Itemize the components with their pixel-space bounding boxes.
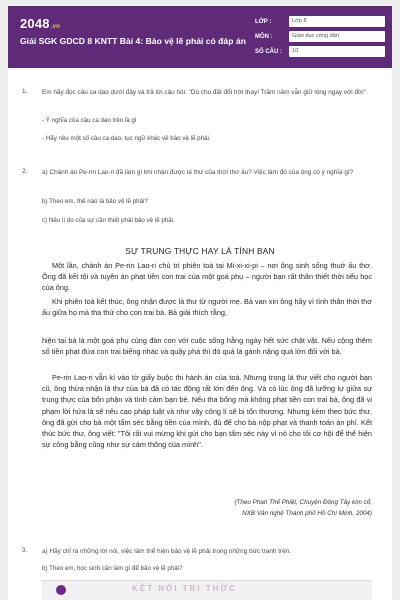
question-3-sub-b: b) Theo em, học sinh cần làm gì để bảo vệ lẽ phải? xyxy=(42,565,183,572)
story-source-line-2: NXB Văn nghệ Thành phố Hồ Chí Minh, 2004) xyxy=(242,510,372,517)
document-title: Giải SGK GDCD 8 KNTT Bài 4: Bảo vệ lẽ phải có đáp án xyxy=(20,36,246,46)
story-paragraph-4: Pe-rin Lao-ri vẫn kí vào tờ giấy buộc thi hành án của toà. Nhưng trong lá thư viết cho người bạn cũ, ông thừa nhận lá thư của bà đã có tác động rất lớn đến ông. Và có lúc ông đã lưỡng lự giữa sự trung thực của bổn phận và tình cảm bạn bè. Nếu tha bổng mà không phạt tiền con trai bà, ông đã vi phạm lời hứa là sẽ nêu cao pháp luật và như vậy công lí sẽ bị tổn thương. Nhưng kèm theo bức thư, ông đã gửi cho bà một tấm séc bằng tiền của mình, đủ để cho bà nộp phạt và thanh toán án phí. Kết thúc bức thư, ông viết: "Tôi rất vui mừng khi gửi cho bạn tấm séc này vì nó cho tôi cơ hội để thể hiện sự công bằng cũng như sự cảm thông của mình". xyxy=(42,373,372,450)
story-paragraph-2: Khi phiên toà kết thúc, ông nhận được lá thư từ người mẹ. Bà van xin ông hãy vì tình thân thời thơ ấu giữa họ mà tha thứ cho con trai bà. Bà giải thích rằng, xyxy=(42,297,372,318)
meta-value-count: 10 xyxy=(289,46,385,57)
logo-suffix: .vn xyxy=(50,24,61,30)
question-2-text: a) Chánh án Pe-rin Lao-ri đã làm gì khi nhận được lá thư của thời thơ ấu? Việc làm đó của ông có ý nghĩa gì? xyxy=(42,169,354,176)
site-logo[interactable] xyxy=(20,16,60,31)
question-1-sub-a: - Ý nghĩa của câu ca dao trên là gì xyxy=(42,117,137,124)
meta-label-count: SỐ CÂU : xyxy=(255,48,282,55)
story-paragraph-1: Một lần, chánh án Pe-rin Lao-ri chủ trì phiên toà tại Mi-xi-xi-pi – nơi ông sinh sống thuở ấu thơ. Ông đã kết tội và tuyên án phạt tiền con trai của một goá phụ – người bạn rất thân thiết thời tiểu học của ông. xyxy=(42,261,372,293)
meta-panel xyxy=(255,14,385,59)
banner-text: KẾT NỐI TRI THỨC xyxy=(132,584,237,593)
question-2-sub-b: b) Theo em, thế nào là bảo vệ lẽ phải? xyxy=(42,198,148,205)
question-number-1: 1. xyxy=(22,88,28,95)
meta-label-subject: MÔN : xyxy=(255,33,273,40)
meta-row-subject xyxy=(255,29,385,44)
question-2-sub-c: c) Nêu lí do của sự cần thiết phải bảo vệ lẽ phải. xyxy=(42,217,175,224)
story-source-line-1: (Theo Phan Thế Phiệt, Chuyện Đông Tây kim cổ, xyxy=(234,499,372,506)
question-number-2: 2. xyxy=(22,168,28,175)
question-3-text: a) Hãy chỉ ra những lời nói, việc làm thể hiện bảo vệ lẽ phải trong những bức tranh trên. xyxy=(42,548,292,555)
textbook-banner xyxy=(42,580,372,600)
header xyxy=(8,6,392,68)
question-number-3: 3. xyxy=(22,547,28,554)
question-1-text: Em hãy đọc câu ca dao dưới đây và trả lời câu hỏi: "Dù cho đất đổi trời thay/ Trăm năm vẫn giữ lòng ngay với đời" xyxy=(42,89,366,96)
meta-value-subject: Giáo dục công dân xyxy=(289,31,385,42)
meta-row-count xyxy=(255,44,385,59)
meta-label-class: LỚP : xyxy=(255,18,272,25)
meta-value-class: Lớp 8 xyxy=(289,16,385,27)
story-paragraph-3: hiện tại bà là một goá phụ cùng đàn con với cuộc sống hằng ngày hết sức chật vật. Nếu cộng thêm số tiền phạt đứa con trai biếng nhác và quậy phá thì đó quả là gánh nặng quá lớn đối với bà. xyxy=(42,336,372,357)
publisher-logo-icon xyxy=(56,585,66,595)
story-title: SỰ TRUNG THỰC HAY LÀ TÌNH BẠN xyxy=(125,246,275,256)
question-1-sub-b: - Hãy nêu một số câu ca dao, tục ngữ khác về bảo vệ lẽ phải. xyxy=(42,135,211,142)
logo-text: 2048 xyxy=(20,16,50,31)
meta-row-class xyxy=(255,14,385,29)
document-page xyxy=(8,6,392,600)
